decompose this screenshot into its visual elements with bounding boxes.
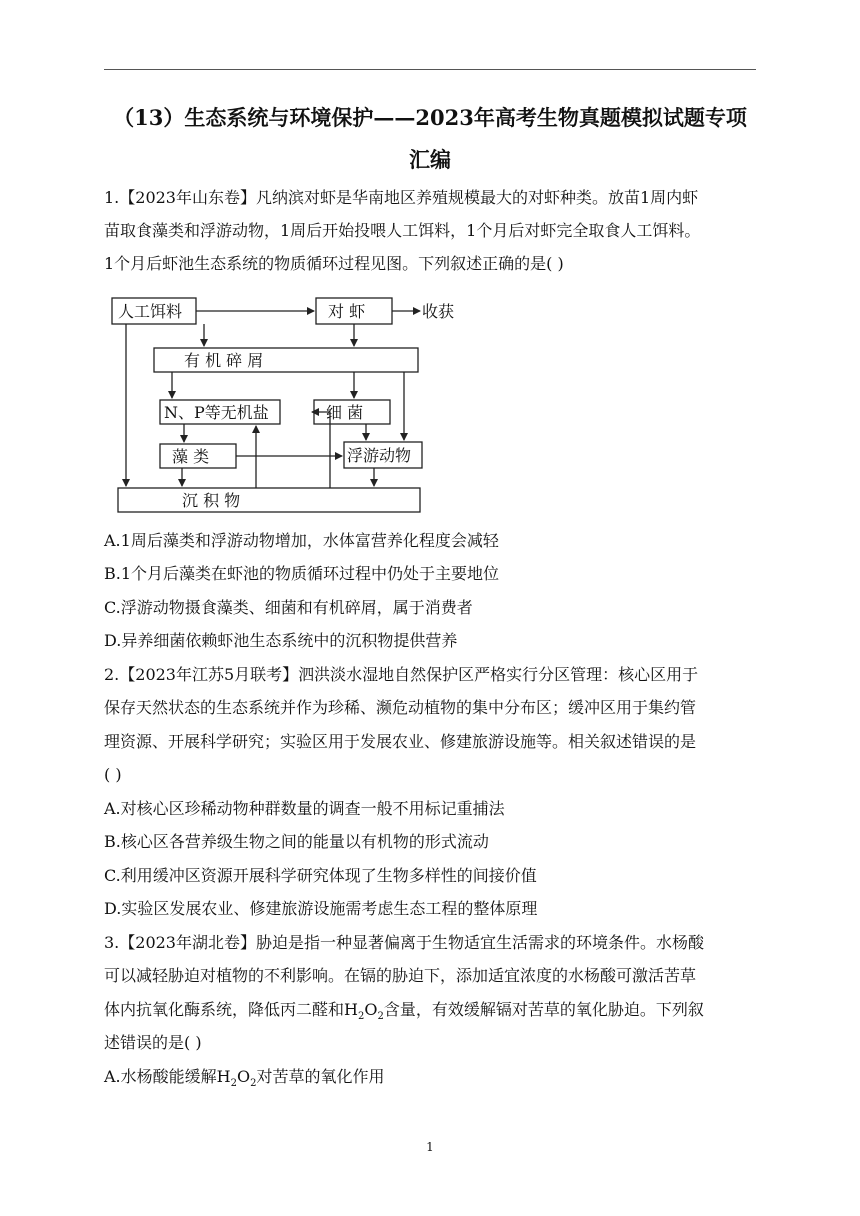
material-cycle-diagram	[104, 292, 455, 518]
box-sediment	[118, 488, 420, 512]
q2-option-c: C.利用缓冲区资源开展科学研究体现了生物多样性的间接价值	[104, 866, 537, 885]
q1-stem-line1: 1.【2023年山东卷】凡纳滨对虾是华南地区养殖规模最大的对虾种类。放苗1周内虾	[104, 188, 699, 207]
q1-option-a: A.1周后藻类和浮游动物增加，水体富营养化程度会减轻	[104, 531, 499, 550]
h2o2-formula: $H_2O_2$	[216, 1067, 257, 1090]
label-harvest: 收获	[422, 302, 455, 321]
q2-option-a: A.对核心区珍稀动物种群数量的调查一般不用标记重捕法	[104, 799, 505, 818]
label-feed: 人工饵料	[118, 302, 183, 321]
q2-stem-line3: 理资源、开展科学研究；实验区用于发展农业、修建旅游设施等。相关叙述错误的是	[104, 732, 697, 751]
q3-stem-line1: 3.【2023年湖北卷】胁迫是指一种显著偏离于生物适宜生活需求的环境条件。水杨酸	[104, 933, 704, 952]
page-title-line2: 汇编	[409, 147, 451, 172]
q1-option-b: B.1个月后藻类在虾池的物质循环过程中仍处于主要地位	[104, 564, 500, 583]
label-shrimp: 对 虾	[328, 302, 366, 321]
header-rule	[104, 69, 756, 70]
q3-option-a: A.水杨酸能缓解$H_2O_2$对苦草的氧化作用	[104, 1067, 385, 1090]
page-title-line1: （13）生态系统与环境保护——2023年高考生物真题模拟试题专项	[113, 105, 747, 130]
h2o2-formula: $H_2O_2$	[344, 1000, 384, 1023]
page-number: 1	[426, 1140, 434, 1154]
q2-option-d: D.实验区发展农业、修建旅游设施需考虑生态工程的整体原理	[104, 899, 538, 918]
q2-stem-line4: ( )	[104, 765, 122, 784]
q3-stem-line3: 体内抗氧化酶系统，降低丙二醛和$H_2O_2$含量，有效缓解镉对苦草的氧化胁迫。下列叙	[104, 1000, 704, 1023]
label-zooplankton: 浮游动物	[347, 446, 412, 465]
q2-stem-line2: 保存天然状态的生态系统并作为珍稀、濒危动植物的集中分布区；缓冲区用于集约管	[104, 698, 697, 717]
q2-stem-line1: 2.【2023年江苏5月联考】泗洪淡水湿地自然保护区严格实行分区管理：核心区用于	[104, 665, 699, 684]
label-salts: N、P等无机盐	[164, 403, 269, 422]
q3-stem-line2: 可以减轻胁迫对植物的不利影响。在镉的胁迫下，添加适宜浓度的水杨酸可激活苦草	[104, 966, 697, 985]
q1-stem-line2: 苗取食藻类和浮游动物，1周后开始投喂人工饵料，1个月后对虾完全取食人工饵料。	[104, 221, 701, 240]
q1-stem-line3: 1个月后虾池生态系统的物质循环过程见图。下列叙述正确的是( )	[104, 254, 564, 273]
q3-stem-line4: 述错误的是( )	[104, 1033, 202, 1052]
q1-option-c: C.浮游动物摄食藻类、细菌和有机碎屑，属于消费者	[104, 598, 473, 617]
label-detritus: 有 机 碎 屑	[184, 351, 264, 370]
label-sediment: 沉 积 物	[182, 491, 241, 510]
q2-option-b: B.核心区各营养级生物之间的能量以有机物的形式流动	[104, 832, 489, 851]
label-bacteria: 细 菌	[326, 403, 364, 422]
q1-option-d: D.异养细菌依赖虾池生态系统中的沉积物提供营养	[104, 631, 458, 650]
label-algae: 藻 类	[172, 447, 210, 466]
